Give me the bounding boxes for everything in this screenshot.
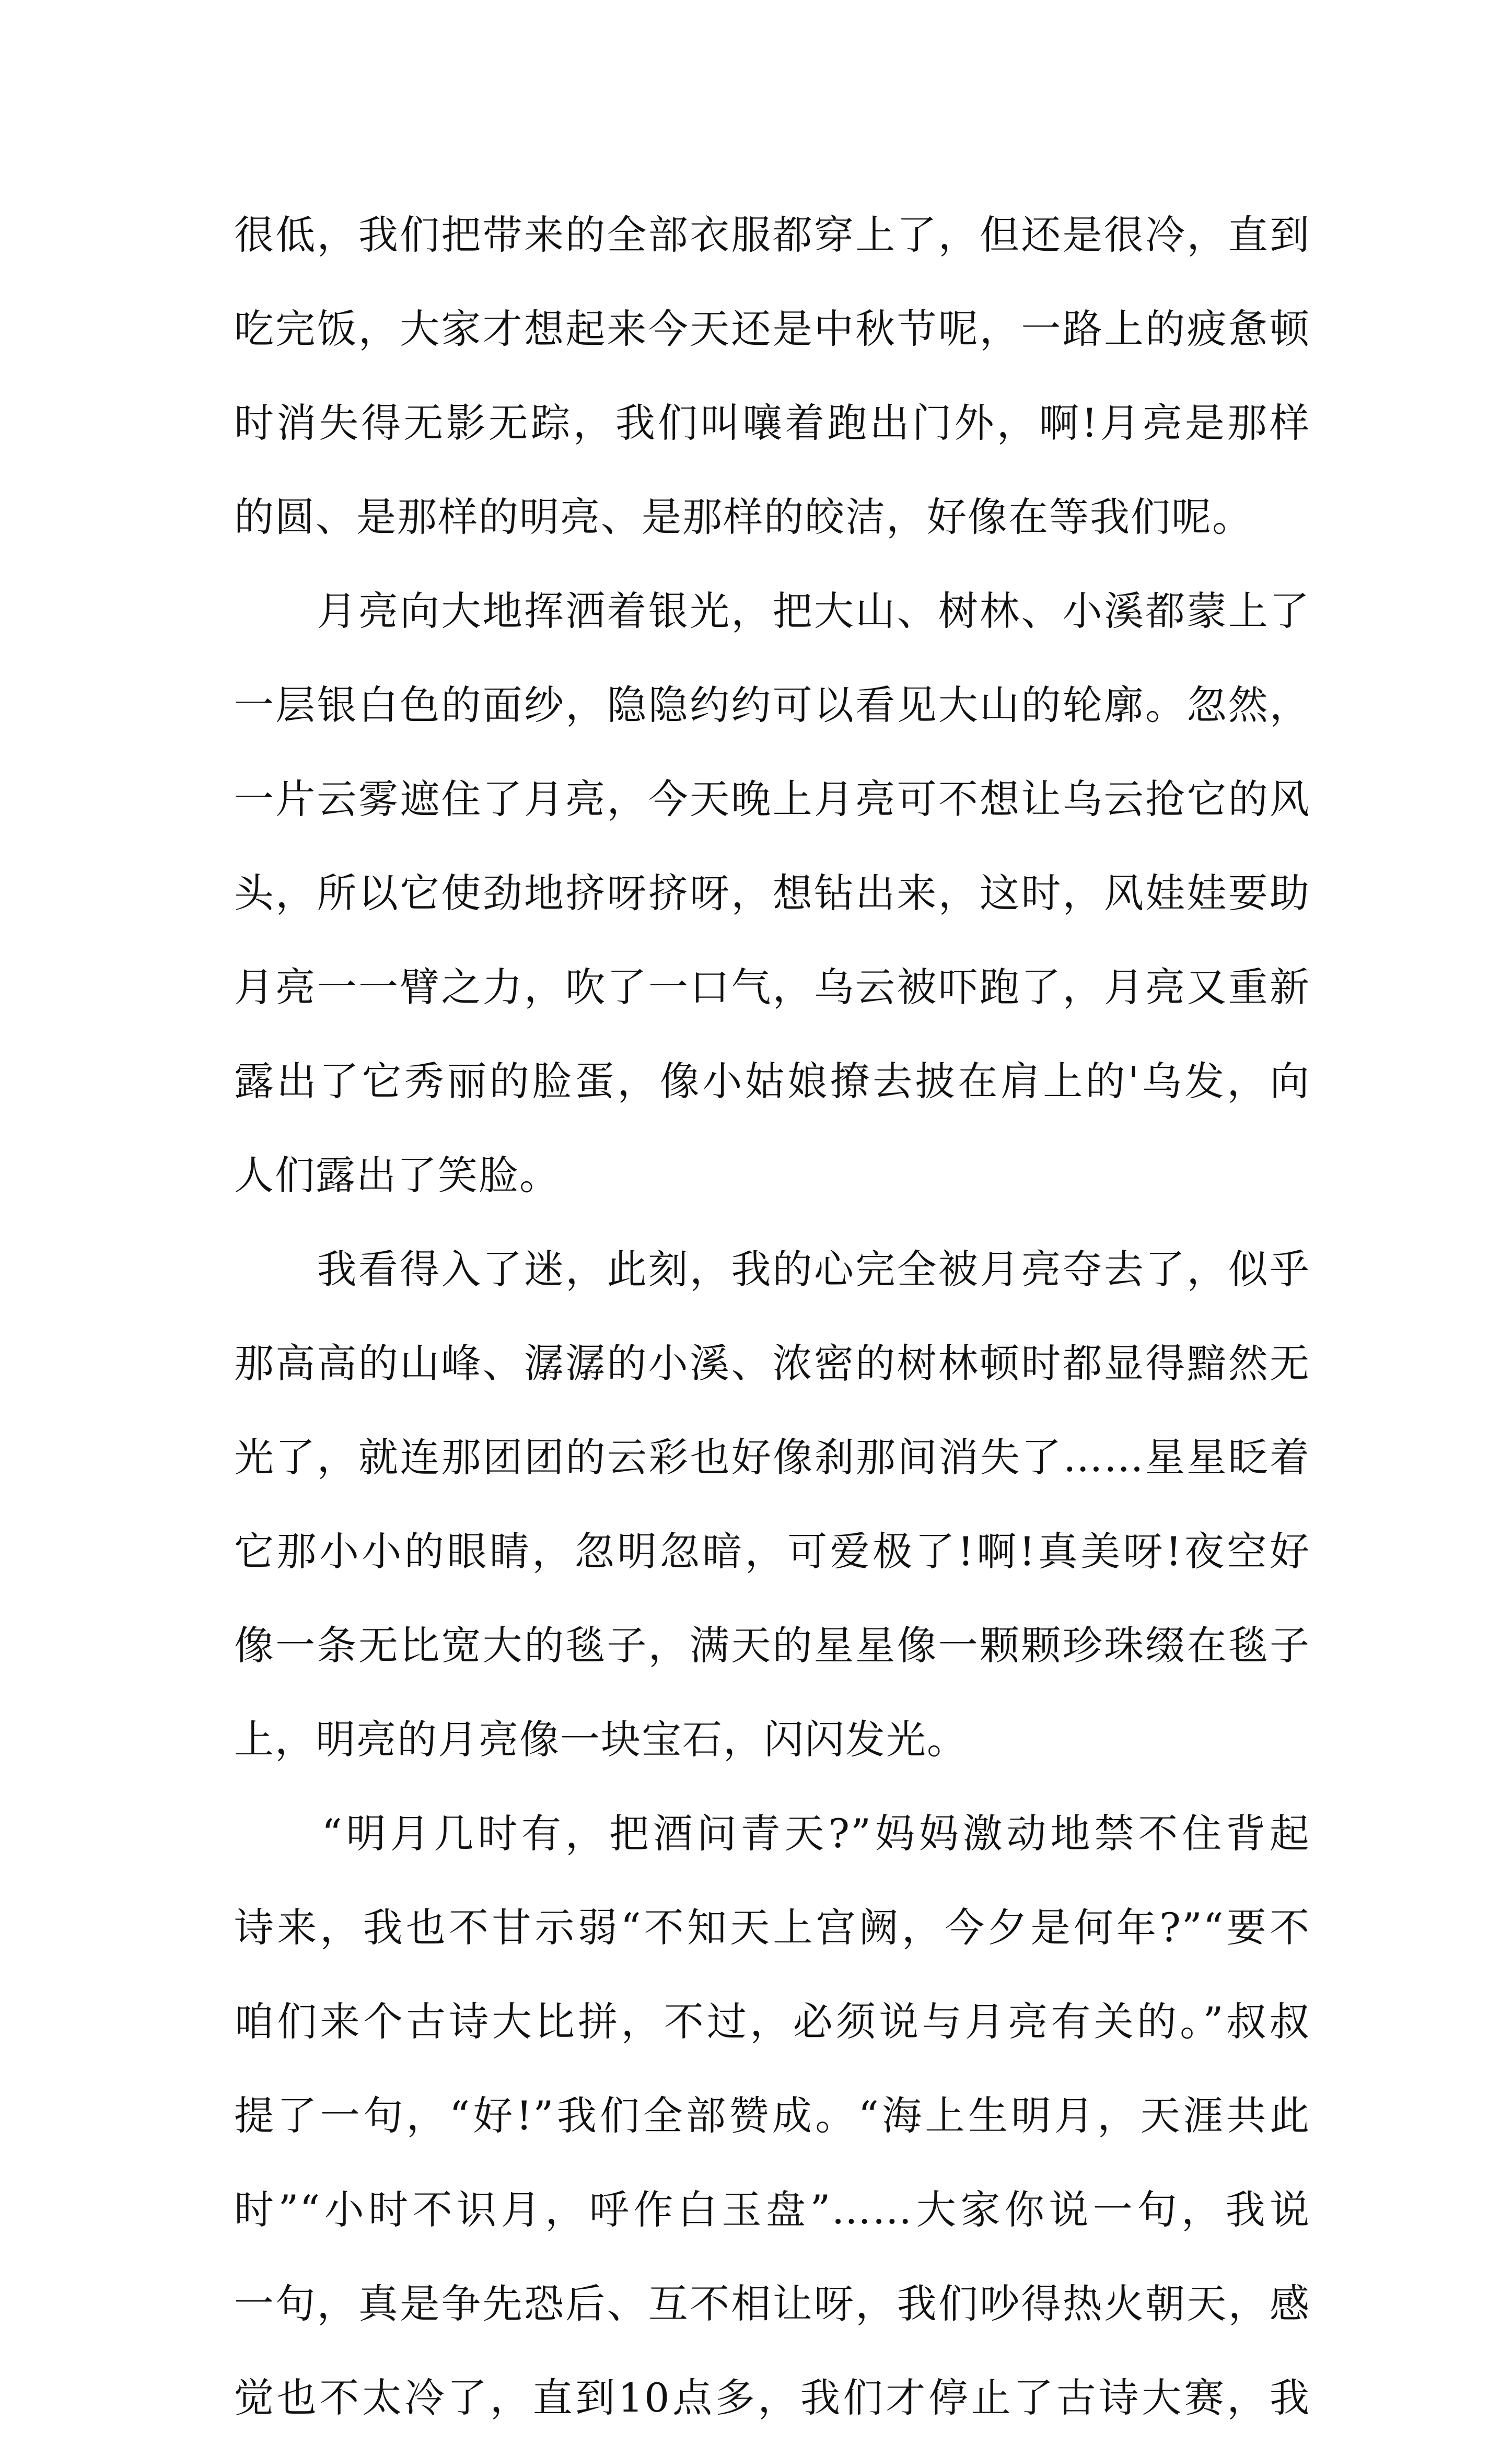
text-line: 光了，就连那团团的云彩也好像刹那间消失了……星星眨着 (234, 1434, 1310, 1481)
text-line: 提了一句，“好!”我们全部赞成。“海上生明月，天涯共此 (234, 2092, 1310, 2139)
text-line: 那高高的山峰、潺潺的小溪、浓密的树林顿时都显得黯然无 (234, 1340, 1310, 1387)
body-text (234, 188, 1310, 2445)
text-line: 露出了它秀丽的脸蛋，像小姑娘撩去披在肩上的'乌发，向 (234, 1058, 1310, 1104)
text-line: 它那小小的眼睛，忽明忽暗，可爱极了!啊!真美呀!夜空好 (234, 1528, 1310, 1575)
text-line: 咱们来个古诗大比拼，不过，必须说与月亮有关的。”叔叔 (234, 1998, 1310, 2045)
text-line: 我看得入了迷，此刻，我的心完全被月亮夺去了，似乎 (234, 1246, 1310, 1293)
text-line: 人们露出了笑脸。 (234, 1152, 560, 1198)
text-line: 的圆、是那样的明亮、是那样的皎洁，好像在等我们呢。 (234, 494, 1253, 540)
text-line: 月亮向大地挥洒着银光，把大山、树林、小溪都蒙上了 (234, 588, 1310, 634)
text-line: 月亮一一臂之力，吹了一口气，乌云被吓跑了，月亮又重新 (234, 964, 1310, 1010)
text-line: 时”“小时不识月，呼作白玉盘”……大家你说一句，我说 (234, 2186, 1310, 2233)
text-line: 吃完饭，大家才想起来今天还是中秋节呢，一路上的疲惫顿 (234, 306, 1310, 352)
text-line: “明月几时有，把酒问青天?”妈妈激动地禁不住背起 (234, 1810, 1310, 1857)
text-line: 很低，我们把带来的全部衣服都穿上了，但还是很冷，直到 (234, 212, 1310, 258)
text-line: 时消失得无影无踪，我们叫嚷着跑出门外，啊!月亮是那样 (234, 400, 1310, 446)
text-line: 头，所以它使劲地挤呀挤呀，想钻出来，这时，风娃娃要助 (234, 870, 1310, 916)
text-line: 上，明亮的月亮像一块宝石，闪闪发光。 (234, 1716, 968, 1763)
text-line: 诗来，我也不甘示弱“不知天上宫阙，今夕是何年?”“要不 (234, 1904, 1310, 1951)
text-line: 一片云雾遮住了月亮，今天晚上月亮可不想让乌云抢它的风 (234, 776, 1310, 822)
text-line: 一层银白色的面纱，隐隐约约可以看见大山的轮廓。忽然， (234, 682, 1310, 728)
text-line: 觉也不太冷了，直到10点多，我们才停止了古诗大赛，我 (234, 2374, 1310, 2421)
text-line: 像一条无比宽大的毯子，满天的星星像一颗颗珍珠缀在毯子 (234, 1622, 1310, 1669)
text-line: 一句，真是争先恐后、互不相让呀，我们吵得热火朝天，感 (234, 2280, 1310, 2327)
